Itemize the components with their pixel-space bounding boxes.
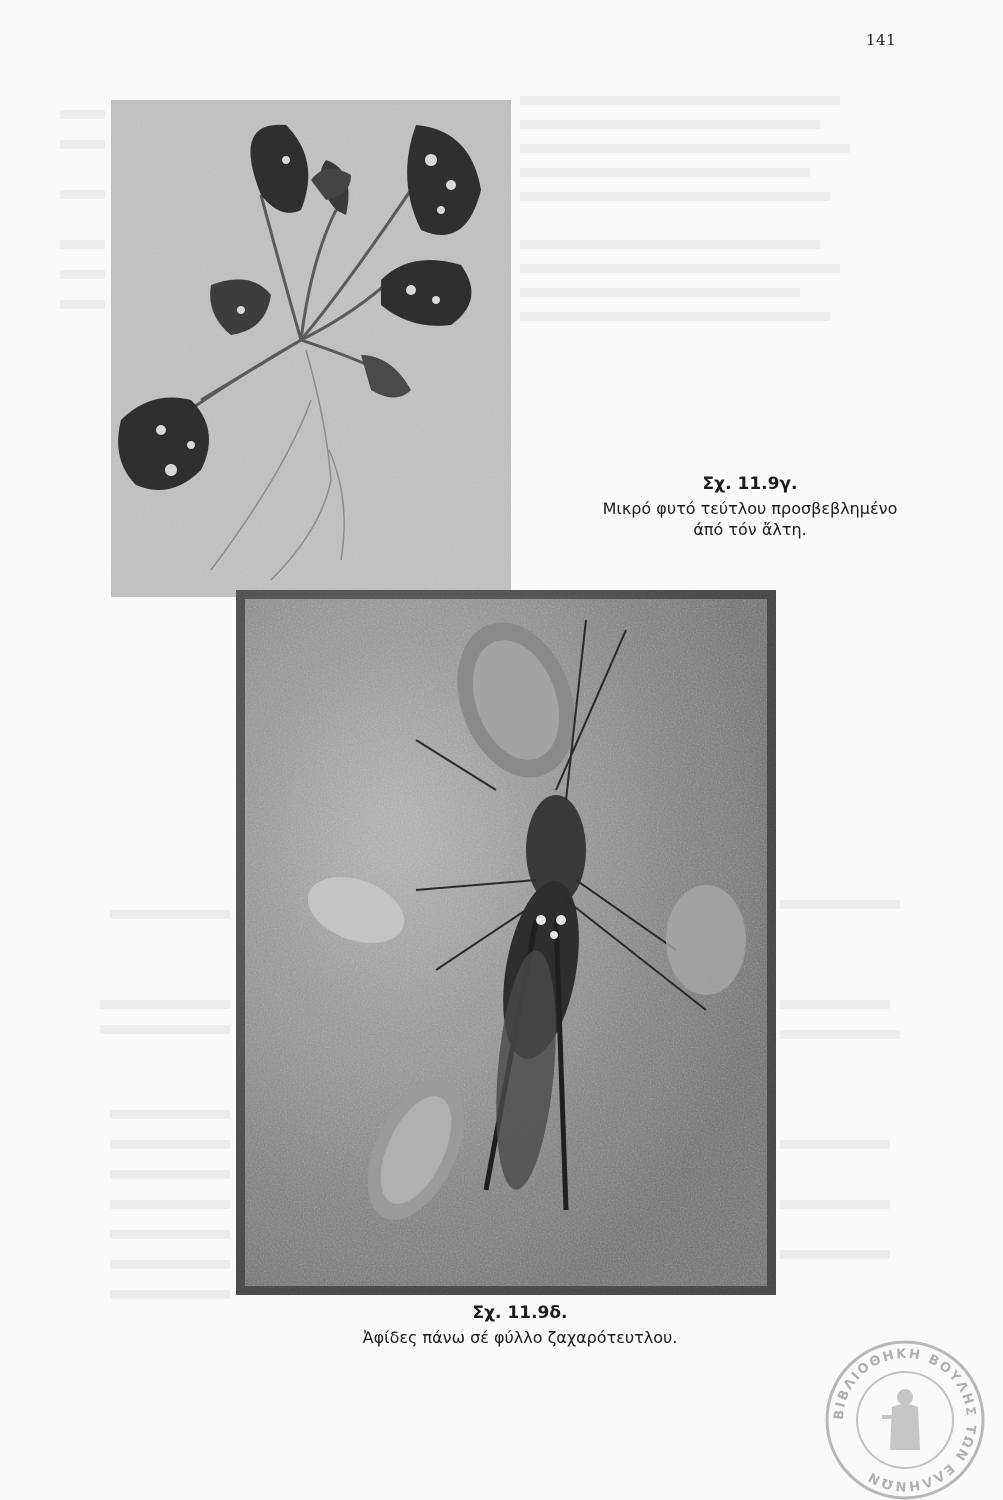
caption-line: άπό τόν ἄλτη. (693, 520, 807, 539)
photo-aphids (236, 590, 776, 1295)
figure-caption-11-9c (560, 474, 940, 540)
stamp-seal-icon (820, 1335, 990, 1500)
figure-number: Σχ. 11.9δ. (472, 1303, 568, 1323)
figure-number: Σχ. 11.9γ. (702, 474, 798, 494)
library-stamp (820, 1335, 990, 1500)
aphids-illustration (236, 590, 776, 1295)
caption-line: Μικρό φυτό τεύτλου προσβεβλημένο (602, 499, 898, 518)
photo-beet-plant (111, 100, 511, 597)
caption-line: Ἀφίδες πάνω σέ φύλλο ζαχαρότευτλου. (362, 1328, 678, 1347)
figure-caption-11-9d (300, 1303, 740, 1348)
page-number: 141 (866, 31, 897, 49)
stamp-text: ΒΙΒΛΙΟΘΗΚΗ ΒΟΥΛΗΣ ΤΩΝ ΕΛΛΗΝΩΝ (831, 1346, 979, 1494)
beet-plant-illustration (111, 100, 511, 597)
